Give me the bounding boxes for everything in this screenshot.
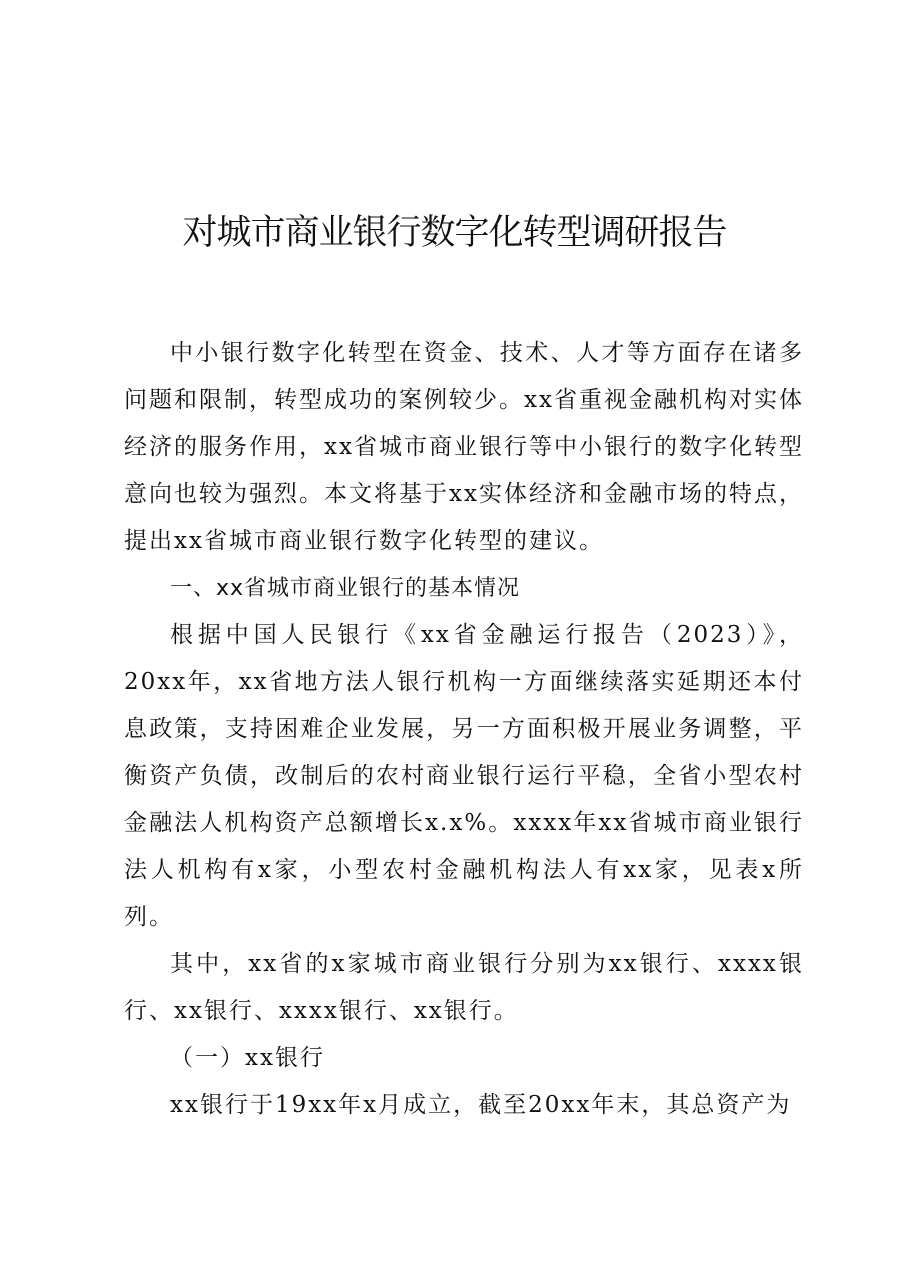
paragraph-bank-list: 其中，xx省的x家城市商业银行分别为xx银行、xxxx银行、xx银行、xxxx银行、xx银行。 — [124, 951, 804, 1024]
subsection-heading-bank: （一）xx银行 — [170, 1045, 325, 1071]
section-heading-basic-situation: 一、xx省城市商业银行的基本情况 — [170, 576, 521, 601]
paragraph-intro: 中小银行数字化转型在资金、技术、人才等方面存在诸多问题和限制，转型成功的案例较少。xx省重视金融机构对实体经济的服务作用，xx省城市商业银行等中小银行的数字化转型意向也较为强烈。本文将基于xx实体经济和金融市场的特点，提出xx省城市商业银行数字化转型的建议。 — [124, 340, 804, 554]
document-title: 对城市商业银行数字化转型调研报告 — [182, 213, 727, 253]
paragraph-bank-detail: xx银行于19xx年x月成立，截至20xx年末，其总资产为 — [170, 1092, 792, 1118]
document-body — [124, 330, 804, 1129]
paragraph-report-summary: 根据中国人民银行《xx省金融运行报告（2023）》，20xx年，xx省地方法人银行机构一方面继续落实延期还本付息政策，支持困难企业发展，另一方面积极开展业务调整，平衡资产负债，改制后的农村商业银行运行平稳，全省小型农村金融法人机构资产总额增长x.x%。xxxx年xx省城市商业银行法人机构有x家，小型农村金融机构法人有xx家，见表x所列。 — [124, 622, 804, 930]
